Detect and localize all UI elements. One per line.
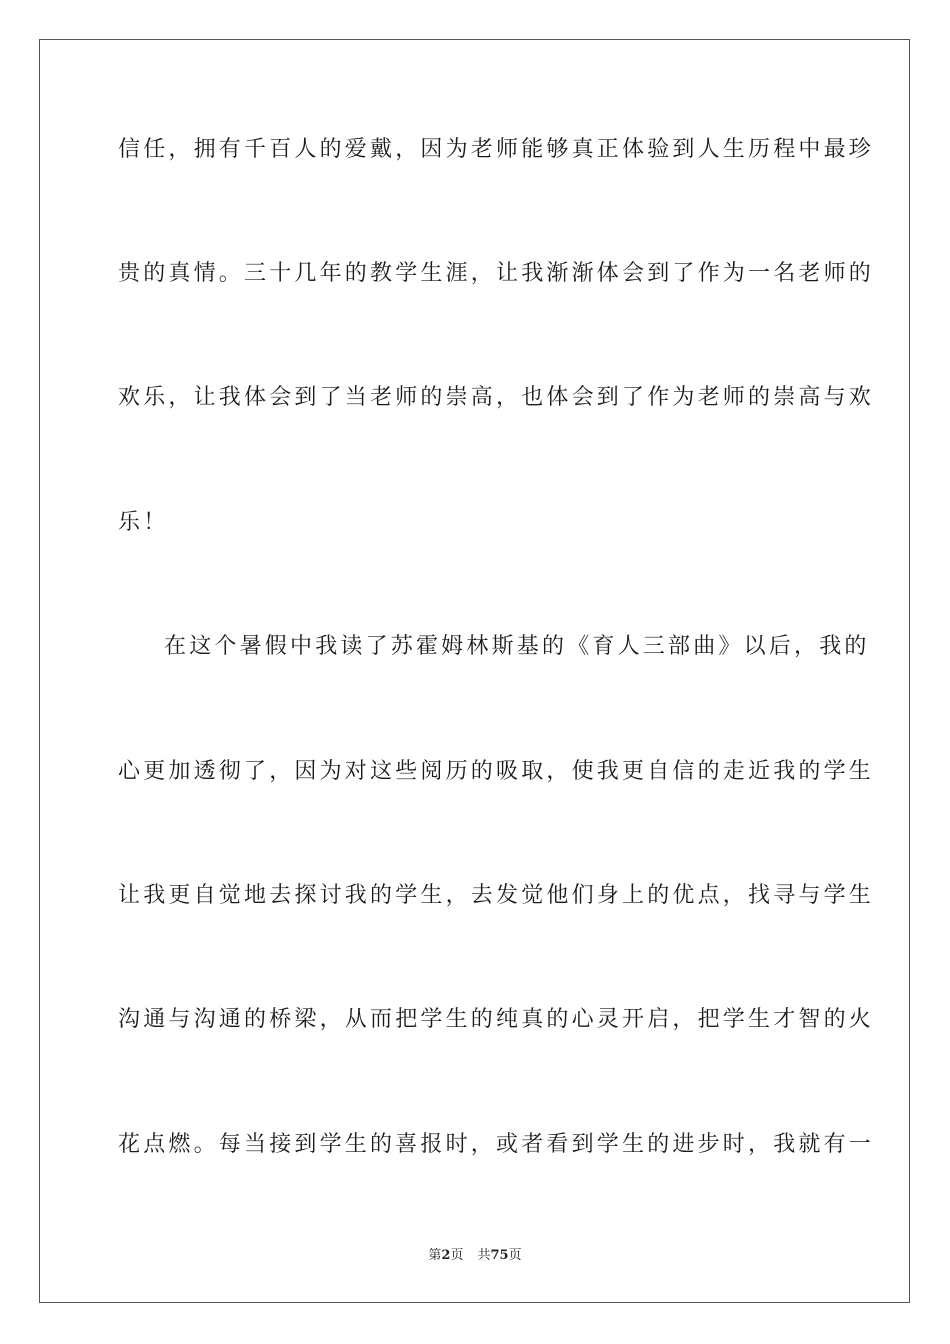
- page-border: [39, 39, 910, 1303]
- body-text-line: 花点燃。每当接到学生的喜报时，或者看到学生的进步时，我就有一: [118, 1132, 875, 1157]
- page-footer: [0, 1247, 950, 1265]
- body-text-line: 心更加透彻了，因为对这些阅历的吸取，使我更自信的走近我的学生: [118, 759, 875, 784]
- page-label-prefix: 第: [428, 1248, 442, 1263]
- body-text-line: 乐！: [118, 510, 169, 535]
- total-pages: 75: [490, 1248, 509, 1263]
- page-label-suffix: 页: [450, 1248, 464, 1263]
- paragraph-first-line: 在这个暑假中我读了苏霍姆林斯基的《育人三部曲》以后，我的: [164, 634, 870, 659]
- body-text-line: 信任，拥有千百人的爱戴，因为老师能够真正体验到人生历程中最珍: [118, 137, 875, 162]
- page-number: 2: [441, 1248, 451, 1263]
- body-text-line: 贵的真情。三十几年的教学生涯，让我渐渐体会到了作为一名老师的: [118, 261, 875, 286]
- body-text-line: 沟通与沟通的桥梁，从而把学生的纯真的心灵开启，把学生才智的火: [118, 1007, 875, 1032]
- total-label-suffix: 页: [508, 1248, 522, 1263]
- total-label-prefix: 共: [477, 1248, 491, 1263]
- body-text-line: 欢乐，让我体会到了当老师的崇高，也体会到了作为老师的崇高与欢: [118, 385, 875, 410]
- body-text-line: 让我更自觉地去探讨我的学生，去发觉他们身上的优点，找寻与学生: [118, 883, 875, 908]
